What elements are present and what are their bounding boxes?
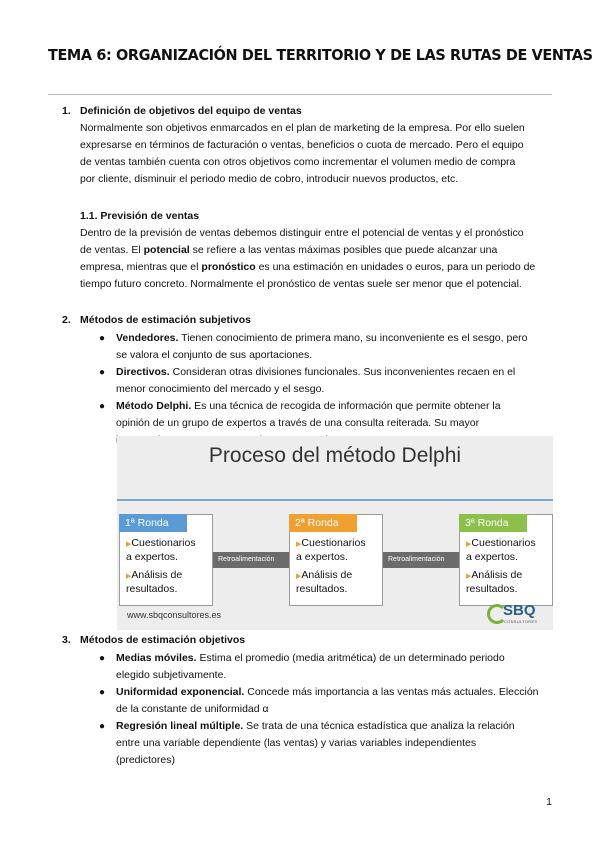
diagram-title: Proceso del método Delphi [208, 444, 462, 467]
bold-term: Vendedores. [116, 332, 179, 344]
text-run: Estima el promedio (media aritmética) de un determinado periodo [196, 652, 505, 664]
text-line: opinión de un grupo de expertos a través de una consulta reiterada. Su mayor [116, 417, 480, 429]
text-run: resultados. [466, 583, 518, 595]
text-line: entre una variable dependiente (las ventas) y varias variables independientes [116, 737, 477, 749]
round-3-item-questionnaires [466, 537, 536, 564]
bullet-directivos [116, 364, 553, 398]
triangle-bullet-icon: ▶ [466, 541, 472, 548]
text-line: tiempo futuro concreto. Normalmente el pronóstico de ventas suele ser menor que el potencial. [80, 278, 522, 290]
round-2-label: 2ª Ronda [289, 514, 357, 532]
round-1-item-questionnaires [126, 537, 196, 564]
text-line [116, 650, 553, 667]
bullet-uniformidad-exponencial [116, 684, 553, 718]
text-line [80, 259, 553, 276]
text-run: Es una técnica de recogida de información que permite obtener la [191, 400, 501, 412]
text-line: Dentro de la previsión de ventas debemos distinguir entre el potencial de ventas y el pronóstico [80, 227, 524, 239]
bold-term: Medias móviles. [116, 652, 197, 664]
text-run: Consideran otras divisiones funcionales. Sus inconvenientes recaen en el [169, 366, 516, 378]
text-line [80, 242, 553, 259]
text-line: se valora el conjunto de sus aportaciones. [116, 349, 313, 361]
section-1-1-paragraph [80, 225, 553, 293]
text-run: a expertos. [466, 551, 518, 563]
section-3-heading: Métodos de estimación objetivos [80, 634, 246, 646]
round-3-label: 3ª Ronda [459, 514, 527, 532]
triangle-bullet-icon: ▶ [296, 573, 302, 580]
section-1-1-heading: 1.1. Previsión de ventas [80, 210, 200, 222]
text-run: Cuestionarios [471, 537, 536, 549]
text-run: Cuestionarios [301, 537, 366, 549]
bullet-vendedores [116, 330, 553, 364]
bullet-marker: ● [99, 687, 106, 698]
bullet-regresion-lineal [116, 718, 553, 769]
text-line: menor conocimiento del mercado y el sesgo. [116, 383, 325, 395]
text-line [116, 330, 553, 347]
text-line [116, 364, 553, 381]
text-line: de la constante de uniformidad α [116, 703, 269, 715]
triangle-bullet-icon: ▶ [126, 541, 132, 548]
section-2-number: 2. [62, 314, 71, 326]
text-line: Normalmente son objetivos enmarcados en el plan de marketing de la empresa. Por ello suelen [80, 122, 525, 134]
diagram-divider [117, 499, 553, 501]
text-line: de ventas también cuenta con otros objetivos como incrementar el volumen medio de compra [80, 156, 516, 168]
feedback-arrow-1: Retroalimentación [213, 552, 290, 568]
text-run: resultados. [126, 583, 178, 595]
document-title: TEMA 6: ORGANIZACIÓN DEL TERRITORIO Y DE LAS RUTAS DE VENTAS [48, 46, 593, 64]
bold-term: Directivos. [116, 366, 170, 378]
bullet-marker: ● [99, 653, 106, 664]
section-1-number: 1. [62, 105, 71, 117]
text-run: Análisis de [131, 569, 183, 581]
sbq-logo [487, 602, 545, 626]
logo-text: SBQ [503, 602, 536, 619]
triangle-bullet-icon: ▶ [126, 573, 132, 580]
website-url: www.sbqconsultores.es [127, 610, 222, 620]
round-3-box [459, 514, 553, 606]
delphi-process-diagram [117, 436, 553, 630]
section-1-paragraph [80, 120, 553, 188]
text-run: a expertos. [296, 551, 348, 563]
text-run: a expertos. [126, 551, 178, 563]
text-run: Se trata de una técnica estadística que analiza la relación [243, 720, 515, 732]
section-2-heading: Métodos de estimación subjetivos [80, 314, 251, 326]
text-run: resultados. [296, 583, 348, 595]
section-1-heading: Definición de objetivos del equipo de ventas [80, 105, 302, 117]
triangle-bullet-icon: ▶ [466, 573, 472, 580]
round-2-item-questionnaires [296, 537, 366, 564]
bullet-medias-moviles [116, 650, 553, 684]
feedback-arrow-2: Retroalimentación [383, 552, 460, 568]
text-run: Análisis de [471, 569, 523, 581]
bold-term: Método Delphi. [116, 400, 192, 412]
logo-subtext: CONSULTORES [504, 619, 538, 624]
page-number: 1 [546, 796, 552, 808]
text-run: de ventas. El [80, 244, 144, 256]
section-3-number: 3. [62, 634, 71, 646]
round-1-item-analysis [126, 569, 182, 596]
text-line [116, 718, 553, 735]
title-divider [48, 94, 552, 95]
text-run: es una estimación en unidades o euros, para un periodo de [255, 261, 536, 273]
round-1-label: 1ª Ronda [119, 514, 187, 532]
bullet-marker: ● [99, 367, 106, 378]
bold-term-pronostico: pronóstico [201, 261, 256, 273]
bullet-marker: ● [99, 401, 106, 412]
round-3-item-analysis [466, 569, 522, 596]
text-line: expresarse en términos de facturación o ventas, beneficios o cuota de mercado. Pero el equipo [80, 139, 524, 151]
text-line [116, 684, 553, 701]
bullet-marker: ● [99, 721, 106, 732]
text-run: Cuestionarios [131, 537, 196, 549]
text-run: Análisis de [301, 569, 353, 581]
text-run: se refiere a las ventas máximas posibles que puede alcanzar una [189, 244, 498, 256]
text-line: (predictores) [116, 754, 175, 766]
text-run: empresa, mientras que el [80, 261, 202, 273]
round-2-item-analysis [296, 569, 352, 596]
bold-term: Uniformidad exponencial. [116, 686, 245, 698]
bold-term-potencial: potencial [143, 244, 190, 256]
text-line [116, 398, 553, 415]
round-2-box [289, 514, 383, 606]
bullet-marker: ● [99, 333, 106, 344]
text-line: elegido subjetivamente. [116, 669, 227, 681]
triangle-bullet-icon: ▶ [296, 541, 302, 548]
round-1-box [119, 514, 213, 606]
text-line: por cliente, disminuir el periodo medio de cobro, introducir nuevos productos, etc. [80, 173, 459, 185]
text-run: Tienen conocimiento de primera mano, su inconveniente es el sesgo, pero [178, 332, 528, 344]
text-run: Concede más importancia a las ventas más actuales. Elección [244, 686, 539, 698]
bold-term: Regresión lineal múltiple. [116, 720, 244, 732]
